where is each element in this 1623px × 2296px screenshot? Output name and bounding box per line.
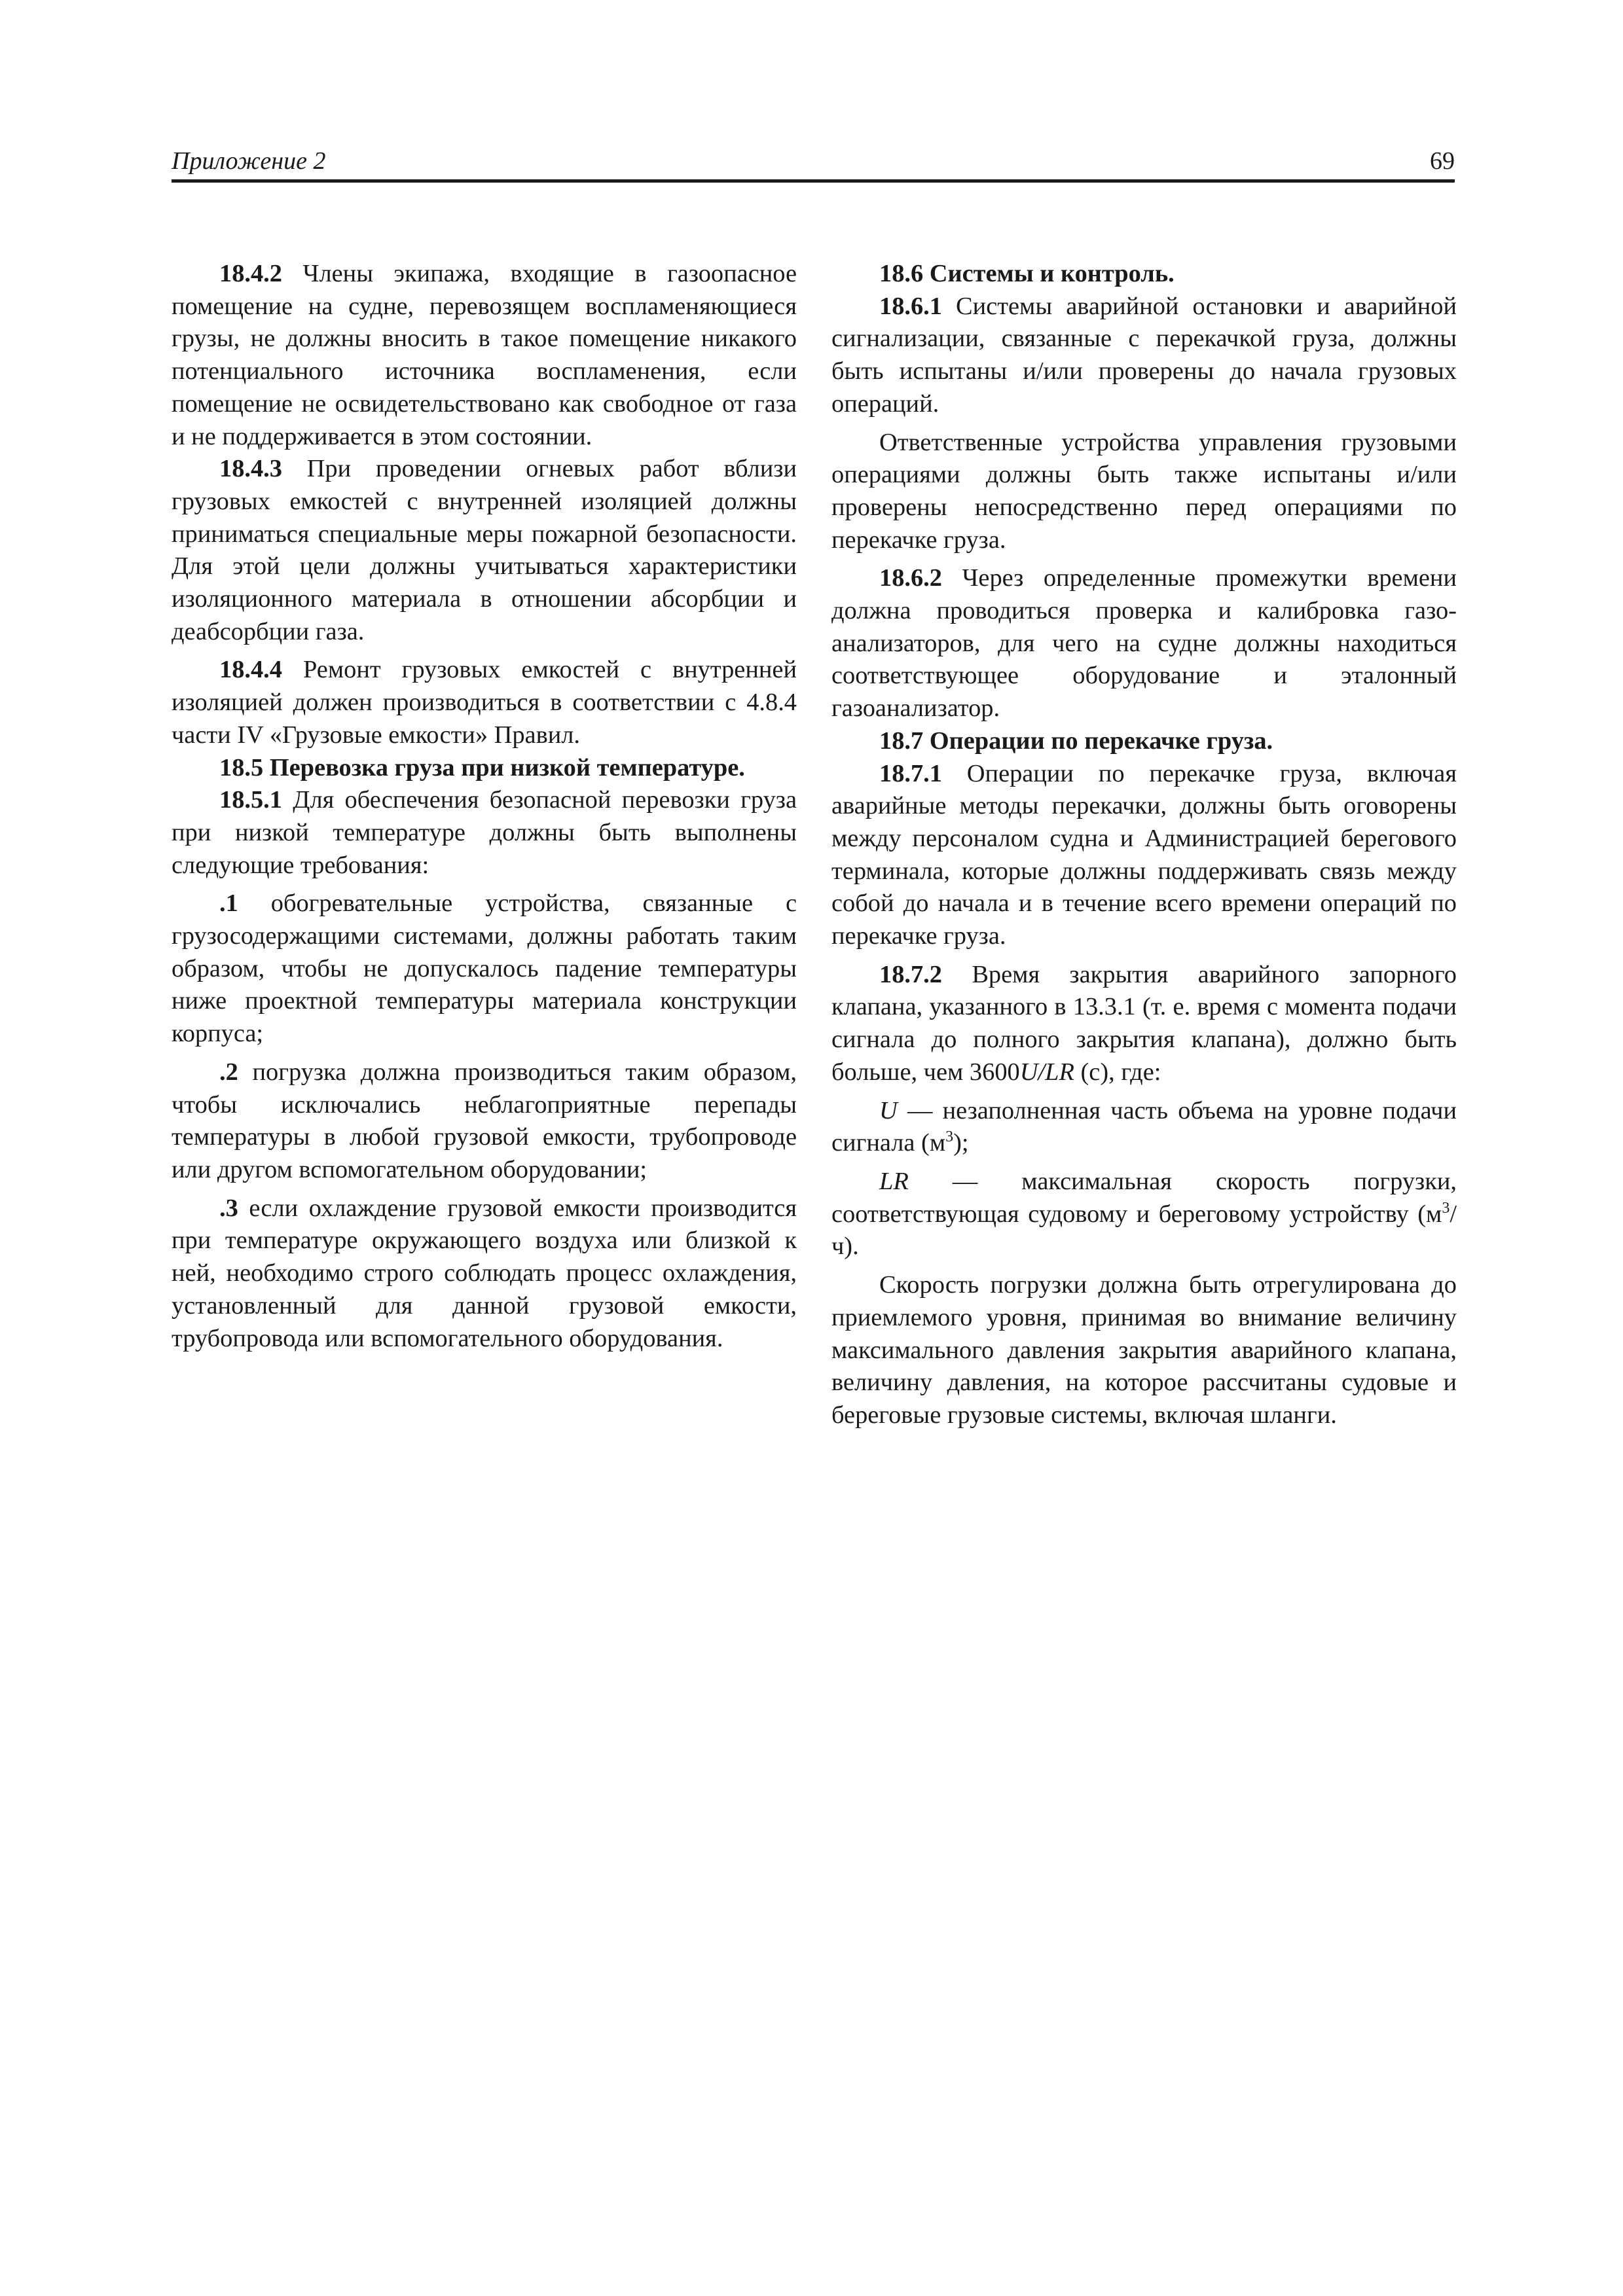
paragraph-text: Ремонт грузовых емкостей с внутренней изоляцией должен производиться в соответствии с 4.8.4 части IV «Грузовые емкости» Правил.: [172, 656, 797, 749]
paragraph-18-7-1: [831, 758, 1457, 953]
paragraph-text: При проведении огневых работ вблизи грузовых емкостей с внутренней изоляцией должны приниматься специальные меры пожарной безопасности. Для этой цели должны учитываться характеристики изоляционного материала в отношении абсорбции и деабсорбции газа.: [172, 455, 797, 645]
paragraph-18-4-4: [172, 654, 797, 751]
list-item-2: [172, 1056, 797, 1187]
header-title: Приложение 2: [172, 147, 326, 175]
paragraph-text: (с), где:: [1074, 1058, 1161, 1086]
paragraph-text: Системы аварийной остановки и аварийной сигнализации, связанные с перекачкой груза, должны быть испытаны и/или проверены до начала грузовых операций.: [831, 292, 1457, 418]
superscript: 3: [945, 1128, 954, 1146]
paragraph-18-6-1: [831, 291, 1457, 421]
paragraph-18-5-1: [172, 784, 797, 882]
clause-number: 18.6.1: [879, 292, 942, 320]
section-heading-18-5: 18.5 Перевозка груза при низкой температуре.: [219, 753, 745, 781]
paragraph-text: Операции по перекачке груза, включая аварийные методы перекачки, должны быть оговорены между персоналом судна и Администрацией берегового терминала, которые должны поддерживать связь между собой до начала и в течение всего времени операций по перекачке груза.: [831, 759, 1457, 950]
right-column: [831, 258, 1457, 1432]
symbol: U: [879, 1096, 898, 1124]
section-heading-18-7: 18.7 Операции по перекачке груза.: [879, 726, 1273, 755]
item-number: .1: [219, 889, 238, 918]
paragraph-text: Члены экипажа, входящие в газоопасное помещение на судне, перевозящем воспламеняющиеся грузы, не должны вносить в такое помещение никакого потенциального источника воспламенения, если помещение не освидетельствовано как свободное от газа и не поддерживается в этом состоянии.: [172, 260, 797, 450]
item-text: погрузка должна производиться таким образом, чтобы исключались неблагоприятные перепады температуры в любой грузовой емкости, трубопроводе или другом вспомогательном оборудовании;: [172, 1058, 797, 1183]
definition-text: — максимальная скорость погрузки, соответствующая судовому и береговому устройству (м: [831, 1167, 1457, 1228]
item-text: обогревательные устройства, связанные с грузосодержащими системами, должны работать таким образом, чтобы не допускалось падение температуры ниже проектной температуры материала конструкции корпуса;: [172, 889, 797, 1048]
clause-number: 18.4.4: [219, 656, 282, 684]
definition-text: /ч).: [831, 1200, 1457, 1261]
clause-number: 18.4.2: [219, 260, 282, 287]
left-column: [172, 258, 797, 1355]
paragraph-text: Через определенные промежутки времени должна проводиться проверка и калибровка газоанализаторов, для чего на судне должны находиться соответствующее оборудование и эталонный газоанализатор.: [831, 564, 1457, 723]
clause-number: 18.6.2: [879, 564, 942, 592]
formula: U/LR: [1019, 1058, 1074, 1086]
item-number: .3: [219, 1194, 238, 1222]
paragraph-18-6-2: [831, 562, 1457, 725]
superscript: 3: [1442, 1199, 1450, 1217]
definition-text: — незаполненная часть объема на уровне подачи сигнала (м: [831, 1096, 1457, 1157]
definition-u: [831, 1095, 1457, 1160]
item-text: если охлаждение грузовой емкости производится при температуре окружающего воздуха или близкой к ней, необходимо строго соблюдать процесс охлаждения, установленный для данной грузовой емкости, трубопровода или вспомогательного оборудования.: [172, 1194, 797, 1352]
clause-number: 18.5.1: [219, 786, 282, 814]
paragraph-18-4-3: [172, 453, 797, 648]
page-number: 69: [1430, 147, 1455, 175]
clause-number: 18.7.2: [879, 960, 942, 988]
paragraph-18-7-2: [831, 959, 1457, 1089]
clause-number: 18.7.1: [879, 759, 942, 787]
paragraph-control-devices: Ответственные устройства управления грузовыми операциями должны быть также испытаны и/или проверены непосредственно перед операциями по перекачке груза.: [831, 428, 1457, 554]
paragraph-text: Для обеспечения безопасной перевозки груза при низкой температуре должны быть выполнены следующие требования:: [172, 786, 797, 879]
running-header: [172, 145, 1455, 183]
section-heading-18-6: 18.6 Системы и контроль.: [879, 260, 1175, 287]
definition-lr: [831, 1166, 1457, 1263]
clause-number: 18.4.3: [219, 455, 282, 483]
definition-text: );: [953, 1129, 969, 1157]
paragraph-18-4-2: [172, 258, 797, 453]
list-item-3: [172, 1193, 797, 1355]
list-item-1: [172, 888, 797, 1050]
paragraph-loading-rate: Скорость погрузки должна быть отрегулирована до приемлемого уровня, принимая во внимание величину максимального давления закрытия аварийного клапана, величину давления, на которое рассчитаны судовые и береговые грузовые системы, включая шланги.: [831, 1271, 1457, 1429]
paragraph-text: Время закрытия аварийного запорного клапана, указанного в 13.3.1 (т. е. время с момента подачи сигнала до полного закрытия клапана), должно быть больше, чем 3600: [831, 960, 1457, 1086]
item-number: .2: [219, 1058, 238, 1086]
symbol: LR: [879, 1167, 909, 1195]
